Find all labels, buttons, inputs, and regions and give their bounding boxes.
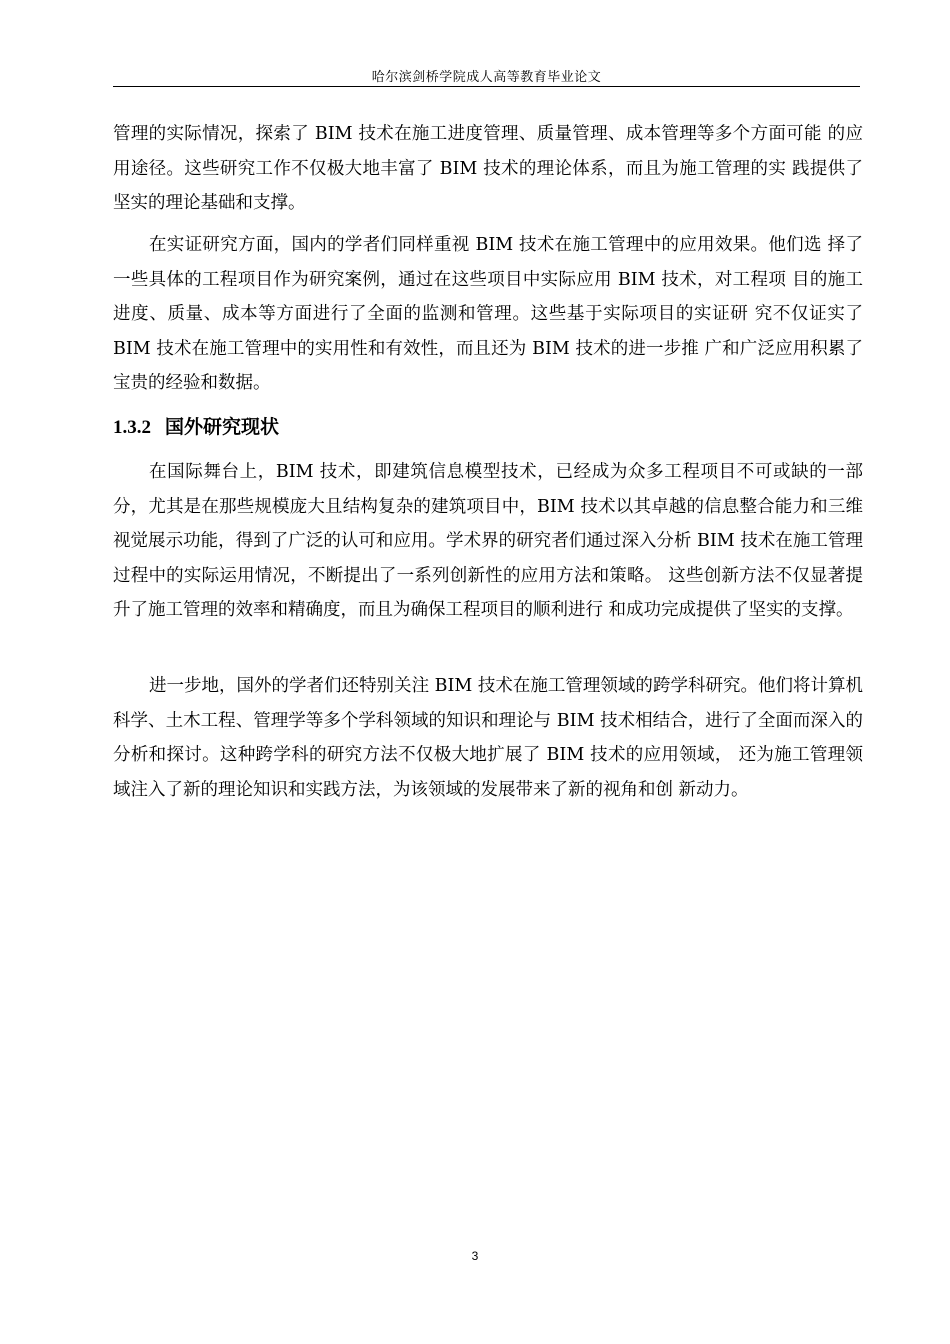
header-divider bbox=[113, 86, 860, 87]
section-heading bbox=[113, 412, 279, 439]
paragraph-international-status: 在国际舞台上，BIM 技术，即建筑信息模型技术，已经成为众多工程项目不可或缺的一部分，尤其是在那些规模庞大且结构复杂的建筑项目中，BIM 技术以其卓越的信息整合能力和三维视觉展示功能，得到了广泛的认可和应用。学术界的研究者们通过深入分析 BIM 技术在施工管理过程中的实际运用情况，不断提出了一系列创新性的应用方法和策略。 这些创新方法不仅显著提升了施工管理的效率和精确度，而且为确保工程项目的顺利进行 和成功完成提供了坚实的支撑。 bbox=[113, 462, 863, 620]
page-number: 3 bbox=[471, 1249, 479, 1263]
paragraph-interdisciplinary: 进一步地，国外的学者们还特别关注 BIM 技术在施工管理领域的跨学科研究。他们将计算机科学、土木工程、管理学等多个学科领域的知识和理论与 BIM 技术相结合，进行了全面而深入的分析和探讨。这种跨学科的研究方法不仅极大地扩展了 BIM 技术的应用领域， 还为施工管理领域注入了新的理论知识和实践方法，为该领域的发展带来了新的视角和创 新动力。 bbox=[113, 676, 863, 800]
paragraph-empirical-research: 在实证研究方面，国内的学者们同样重视 BIM 技术在施工管理中的应用效果。他们选 择了一些具体的工程项目作为研究案例，通过在这些项目中实际应用 BIM 技术，对工程项 目的施工进度、质量、成本等方面进行了全面的监测和管理。这些基于实际项目的实证研 究不仅证实了 BIM 技术在施工管理中的实用性和有效性，而且还为 BIM 技术的进一步推 广和广泛应用积累了宝贵的经验和数据。 bbox=[113, 235, 863, 393]
running-header: 哈尔滨剑桥学院成人高等教育毕业论文 bbox=[371, 70, 602, 85]
paragraph-continued: 管理的实际情况，探索了 BIM 技术在施工进度管理、质量管理、成本管理等多个方面可能 的应用途径。这些研究工作不仅极大地丰富了 BIM 技术的理论体系，而且为施工管理的实 践提供了坚实的理论基础和支撑。 bbox=[113, 124, 863, 213]
section-title: 国外研究现状 bbox=[165, 416, 280, 438]
section-number: 1.3.2 bbox=[113, 417, 151, 438]
